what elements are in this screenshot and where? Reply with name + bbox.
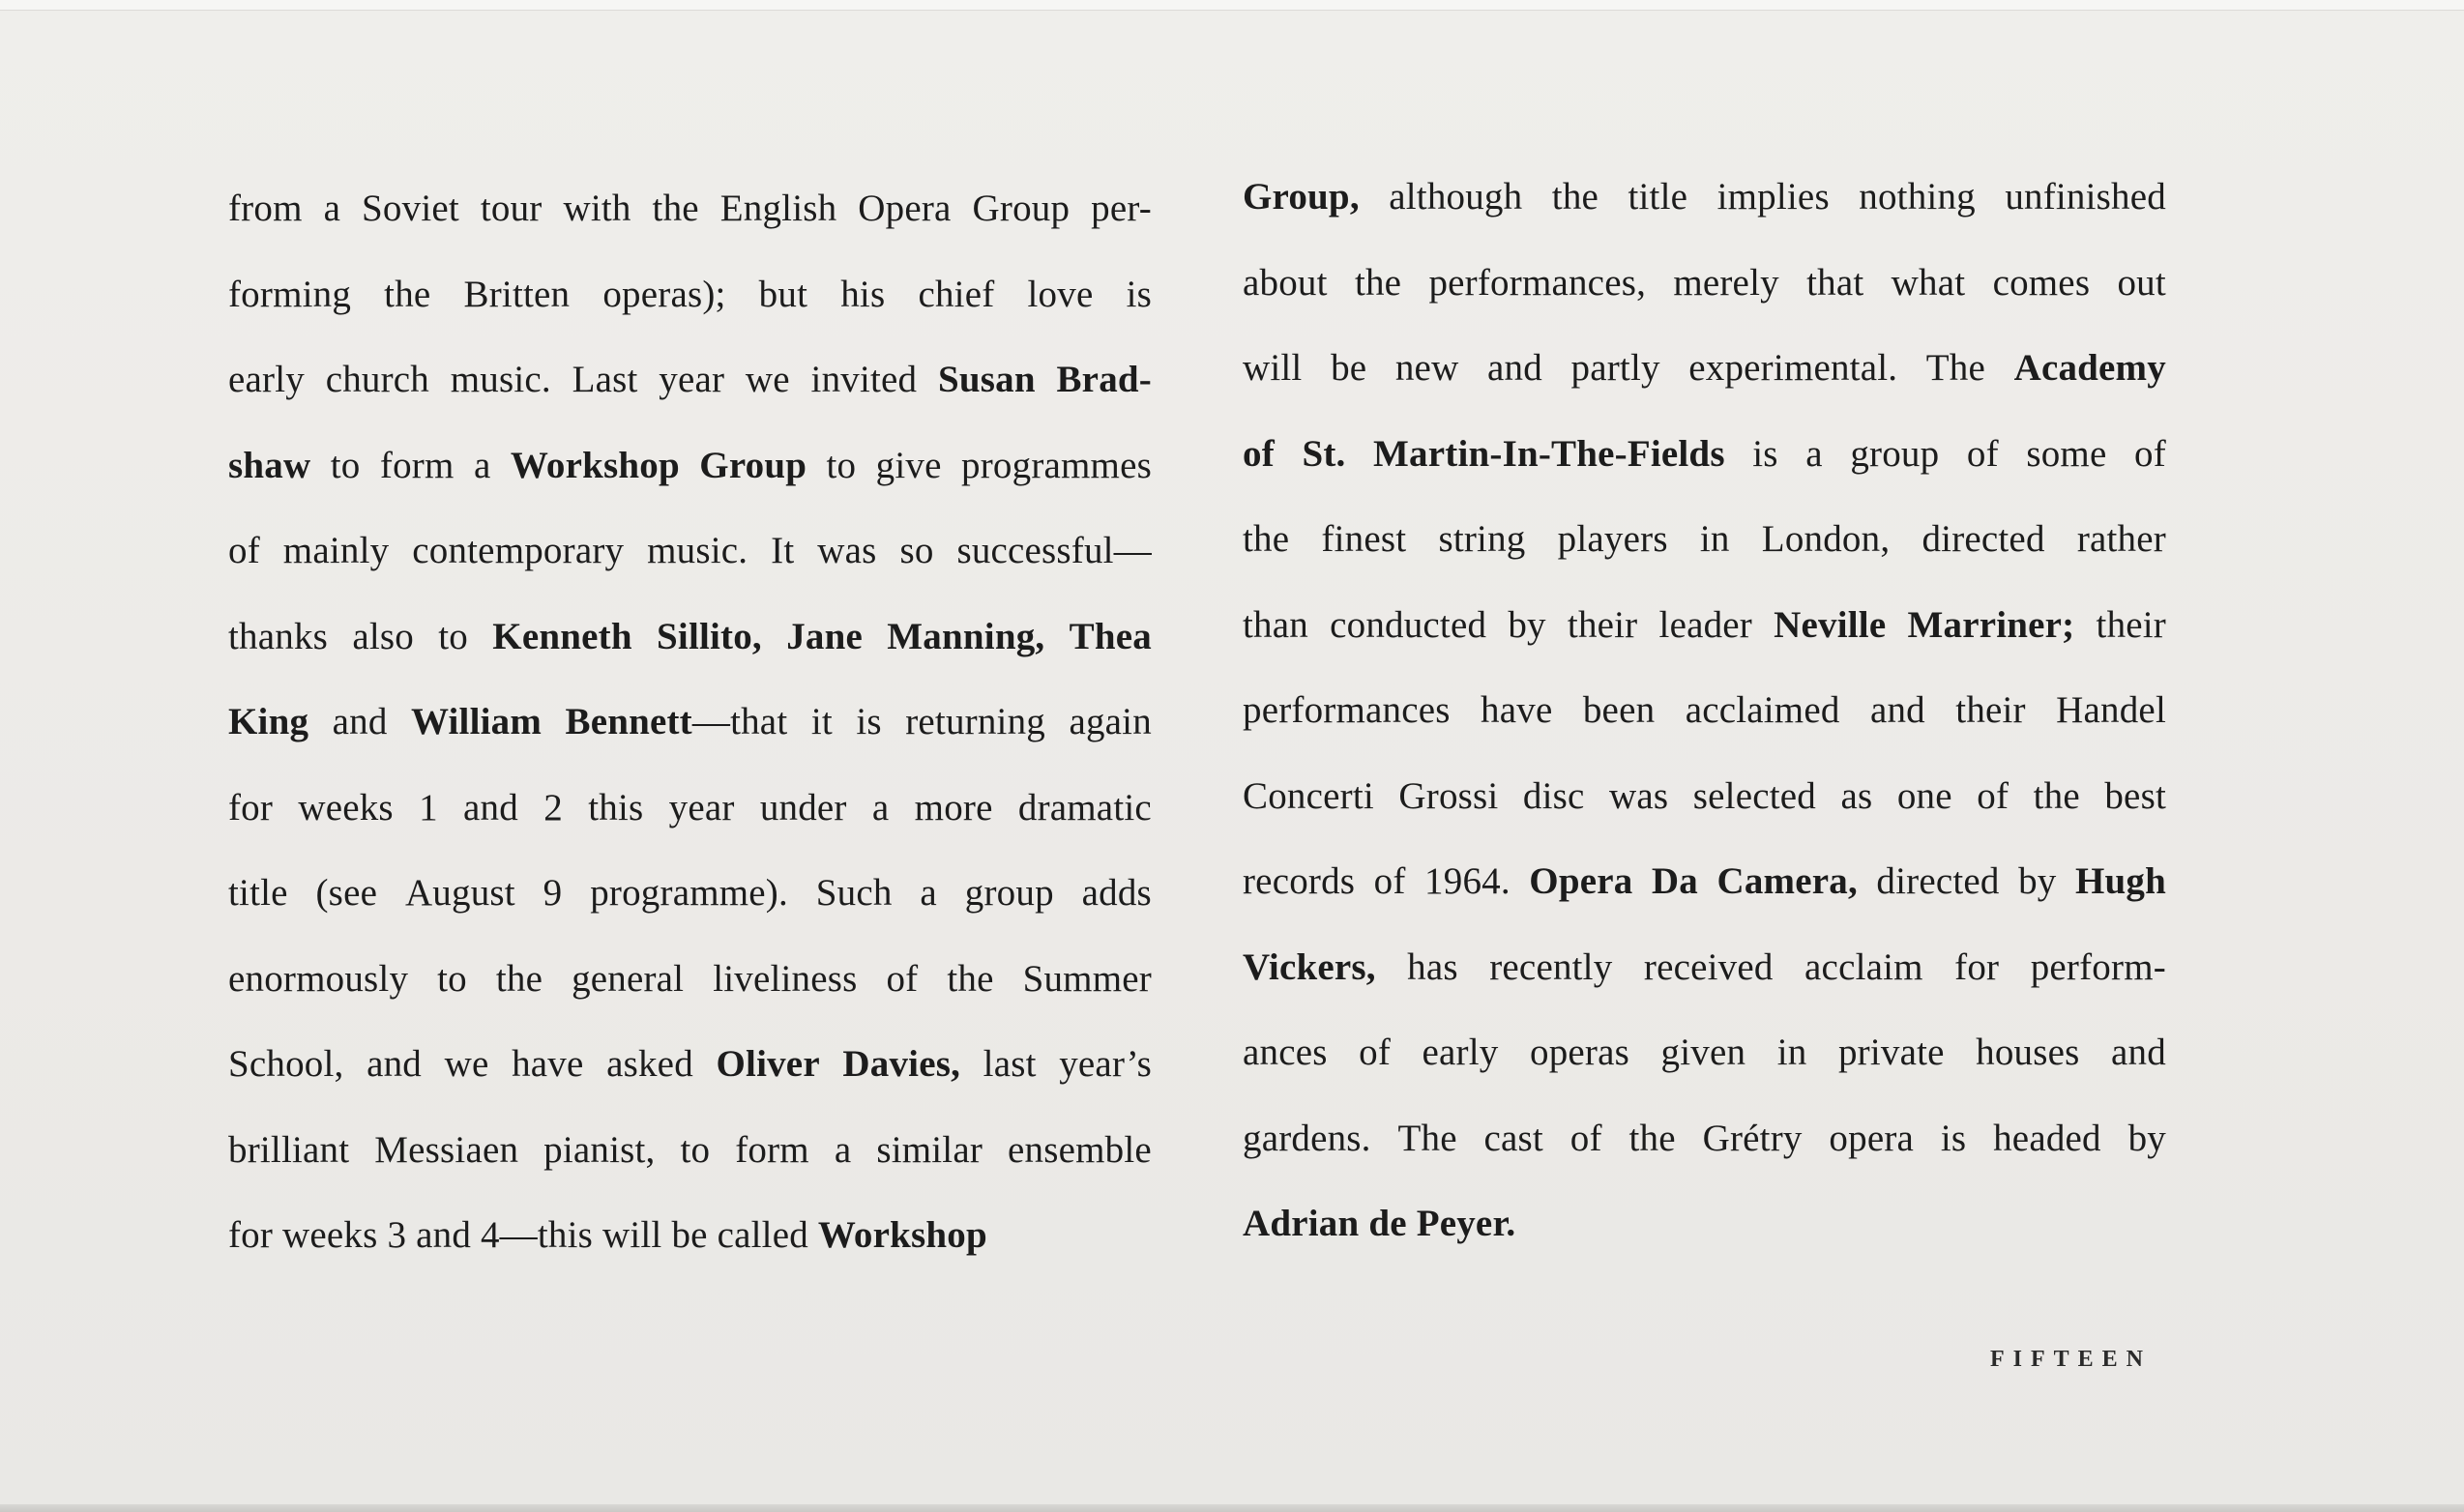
word: the [947, 957, 994, 1000]
word: under [759, 786, 847, 829]
word: a [473, 444, 491, 486]
text-line [1243, 326, 2166, 412]
word: their [2096, 603, 2166, 646]
word: chief [918, 273, 995, 315]
word: ensemble [1008, 1128, 1152, 1171]
word: Group [699, 444, 807, 486]
word: the [495, 957, 543, 1000]
word: pianist, [543, 1128, 656, 1171]
word: of [2134, 432, 2166, 475]
word: Adrian [1243, 1203, 1360, 1244]
word: operas); [602, 273, 726, 315]
word: and [463, 786, 518, 829]
word: give [875, 444, 942, 486]
word: Hugh [2074, 860, 2166, 902]
word: Grétry [1702, 1117, 1803, 1159]
word: rather [2076, 518, 2166, 560]
word: forming [228, 273, 352, 315]
text-line [1243, 925, 2166, 1011]
word: the [1551, 176, 1599, 218]
word: gardens. [1243, 1117, 1371, 1159]
word: successful— [956, 530, 1152, 571]
word: ances [1243, 1032, 1328, 1073]
word: received [1643, 945, 1774, 988]
text-line [1243, 412, 2166, 498]
word: to [826, 444, 857, 486]
word: year [659, 359, 725, 400]
word: adds [1081, 872, 1152, 914]
word: School, [228, 1043, 344, 1085]
word: Neville [1774, 603, 1887, 646]
word: Da [1651, 860, 1698, 902]
word: Group [972, 188, 1071, 229]
word: a [920, 872, 937, 914]
word: acclaimed [1685, 689, 1840, 731]
text-line [1243, 839, 2166, 925]
page-top-edge [0, 0, 2464, 11]
word: contemporary [412, 530, 625, 571]
word: directed [1876, 860, 2000, 902]
page-bottom-edge [0, 1504, 2464, 1512]
word: his [840, 273, 886, 315]
word: per- [1091, 188, 1152, 229]
word: perform- [2030, 945, 2166, 988]
word: Academy [2013, 347, 2166, 389]
word: conducted [1330, 603, 1487, 646]
word: experimental. [1688, 347, 1898, 389]
word: out [2117, 261, 2166, 304]
word: the [652, 188, 699, 229]
word: finest [1321, 518, 1407, 560]
word: is [856, 701, 882, 742]
word: Summer [1022, 957, 1152, 1000]
word: enormously [228, 957, 409, 1000]
word: be [1331, 347, 1367, 389]
word: The [1925, 347, 1985, 389]
word: Workshop [510, 444, 680, 486]
word: to [330, 444, 361, 486]
word: 3 [387, 1214, 407, 1256]
word: Camera, [1716, 860, 1858, 902]
word: again [1069, 701, 1152, 742]
word: from [228, 188, 303, 229]
word: new [1394, 347, 1459, 389]
text-line [228, 851, 1152, 937]
word: to [437, 957, 467, 1000]
word: records [1243, 860, 1356, 902]
text-line [1243, 497, 2166, 583]
word: Concerti [1243, 774, 1374, 817]
text-line [228, 337, 1152, 423]
page-number: FIFTEEN [1990, 1347, 2153, 1372]
word: returning [905, 701, 1045, 742]
word: some [2026, 432, 2107, 475]
text-line [1243, 155, 2166, 241]
word: Group, [1243, 176, 1360, 218]
word: although [1389, 176, 1523, 218]
word: headed [1993, 1117, 2101, 1159]
word: more [914, 786, 993, 829]
word: similar [876, 1128, 983, 1171]
word: to [680, 1128, 711, 1171]
word: Martin-In-The-Fields [1373, 432, 1725, 475]
word: of [228, 530, 260, 571]
word: cast [1483, 1117, 1543, 1159]
word: programme). [590, 872, 788, 914]
word: It [771, 530, 795, 571]
word: in [1699, 518, 1730, 560]
word: a [871, 786, 890, 829]
word: Davies, [842, 1043, 961, 1085]
word: London, [1761, 518, 1891, 560]
text-line [1243, 583, 2166, 669]
word: was [1609, 774, 1669, 817]
word: for [228, 786, 274, 829]
text-line [228, 423, 1152, 509]
word: year’s [1059, 1043, 1152, 1085]
word: William [411, 701, 543, 742]
word: partly [1570, 347, 1660, 389]
word: church [325, 359, 429, 400]
word: Handel [2056, 689, 2166, 731]
text-line [228, 595, 1152, 681]
word: St. [1302, 432, 1346, 475]
word: 1964. [1424, 860, 1511, 902]
word: best [2104, 774, 2166, 817]
word: dramatic [1017, 786, 1152, 829]
text-line [228, 680, 1152, 766]
word: has [1407, 945, 1458, 988]
word: title [1628, 176, 1688, 218]
word: King [228, 701, 309, 742]
word: implies [1716, 176, 1830, 218]
word: Messiaen [374, 1128, 519, 1171]
word: performances [1243, 689, 1451, 731]
word: selected [1692, 774, 1816, 817]
text-line [1243, 1010, 2166, 1096]
word: nothing [1859, 176, 1976, 218]
text-line [1243, 754, 2166, 840]
word: of [1243, 432, 1275, 475]
word: and [1487, 347, 1542, 389]
word: string [1438, 518, 1526, 560]
word: love [1027, 273, 1094, 315]
word: of [1977, 774, 2009, 817]
word: music. [450, 359, 551, 400]
word: by [2127, 1117, 2166, 1159]
word: of [1359, 1032, 1392, 1073]
word: title [228, 872, 288, 914]
text-line [1243, 1096, 2166, 1182]
word: in [1776, 1032, 1807, 1073]
word: a [834, 1128, 852, 1171]
word: also [352, 615, 414, 657]
word: is [1940, 1117, 1967, 1159]
word: of [1966, 432, 1999, 475]
word: so [899, 530, 934, 571]
word: tour [480, 188, 543, 229]
word: operas [1530, 1032, 1629, 1073]
word: mainly [282, 530, 390, 571]
word: private [1837, 1032, 1945, 1073]
word: it [810, 701, 833, 742]
word: Peyer. [1416, 1203, 1516, 1244]
word: de [1368, 1203, 1407, 1244]
word: Jane [786, 615, 863, 657]
word: by [2018, 860, 2057, 902]
word: Workshop [817, 1214, 987, 1256]
word: what [1891, 261, 1966, 304]
word: and [2111, 1032, 2166, 1073]
word: of [886, 957, 919, 1000]
word: have [512, 1043, 584, 1085]
word: shaw [228, 444, 311, 486]
word: than [1243, 603, 1308, 646]
word: 2 [543, 786, 563, 829]
word: will [602, 1214, 662, 1256]
word: asked [606, 1043, 693, 1085]
right-text-column [1243, 155, 2166, 1267]
word: as [1840, 774, 1873, 817]
word: thanks [228, 615, 329, 657]
word: unfinished [2005, 176, 2166, 218]
left-text-column [228, 166, 1152, 1279]
word: Sillito, [657, 615, 762, 657]
word: to [438, 615, 468, 657]
word: but [758, 273, 808, 315]
word: Oliver [716, 1043, 820, 1085]
text-line [1243, 668, 2166, 754]
word: Opera [1529, 860, 1633, 902]
text-line [1243, 1181, 2166, 1267]
word: Last [572, 359, 638, 400]
word: weeks [298, 786, 394, 829]
word: have [1481, 689, 1553, 731]
word: music. [647, 530, 748, 571]
word: 9 [543, 872, 563, 914]
word: the [1628, 1117, 1676, 1159]
word: early [228, 359, 305, 400]
text-line [228, 1193, 1152, 1279]
word: disc [1522, 774, 1585, 817]
word: directed [1921, 518, 2045, 560]
text-line [228, 1108, 1152, 1194]
word: weeks [282, 1214, 378, 1256]
word: and [416, 1214, 472, 1256]
word: English [719, 188, 837, 229]
word: Manning, [887, 615, 1045, 657]
word: we [745, 359, 790, 400]
word: general [572, 957, 685, 1000]
word: of [1569, 1117, 1602, 1159]
word: Such [815, 872, 893, 914]
word: invited [810, 359, 918, 400]
word: Soviet [362, 188, 459, 229]
word: been [1582, 689, 1656, 731]
word: group [964, 872, 1054, 914]
word: early [1422, 1032, 1499, 1073]
word: form [735, 1128, 809, 1171]
word: be [671, 1214, 708, 1256]
word: Grossi [1398, 774, 1499, 817]
word: for [1954, 945, 2000, 988]
word: is [1752, 432, 1778, 475]
word: programmes [961, 444, 1152, 486]
word: August [404, 872, 515, 914]
word: their [1567, 603, 1638, 646]
word: players [1557, 518, 1668, 560]
word: we [444, 1043, 489, 1085]
text-line [228, 509, 1152, 595]
word: the [2033, 774, 2080, 817]
text-line [228, 252, 1152, 338]
word: is [1126, 273, 1152, 315]
word: with [563, 188, 631, 229]
word: Kenneth [492, 615, 632, 657]
text-line [1243, 241, 2166, 327]
word: acclaim [1804, 945, 1923, 988]
word: opera [1829, 1117, 1915, 1159]
word: called [717, 1214, 808, 1256]
word: one [1896, 774, 1952, 817]
word: the [1354, 261, 1402, 304]
word: The [1397, 1117, 1457, 1159]
word: (see [315, 872, 378, 914]
word: 4—this [480, 1214, 594, 1256]
word: was [817, 530, 877, 571]
text-line [228, 166, 1152, 252]
word: houses [1976, 1032, 2080, 1073]
word: Susan [937, 359, 1036, 400]
word: will [1243, 347, 1303, 389]
word: and [367, 1043, 423, 1085]
word: given [1660, 1032, 1746, 1073]
word: recently [1489, 945, 1613, 988]
word: group [1850, 432, 1940, 475]
word: last [983, 1043, 1037, 1085]
word: 1 [419, 786, 438, 829]
word: about [1243, 261, 1328, 304]
word: and [1869, 689, 1925, 731]
word: Bennett—that [565, 701, 788, 742]
word: by [1508, 603, 1546, 646]
word: Thea [1069, 615, 1152, 657]
word: Marriner; [1907, 603, 2075, 646]
word: form [379, 444, 455, 486]
word: year [668, 786, 735, 829]
word: and [332, 701, 388, 742]
word: a [1805, 432, 1823, 475]
word: comes [1992, 261, 2091, 304]
word: their [1955, 689, 2026, 731]
word: of [1373, 860, 1406, 902]
word: for [228, 1214, 274, 1256]
word: that [1806, 261, 1864, 304]
word: Britten [463, 273, 571, 315]
text-line [228, 937, 1152, 1023]
word: this [588, 786, 644, 829]
text-line [228, 766, 1152, 852]
word: brilliant [228, 1128, 350, 1171]
word: leader [1658, 603, 1752, 646]
word: liveliness [713, 957, 858, 1000]
word: Brad- [1056, 359, 1152, 400]
word: the [384, 273, 431, 315]
word: the [1243, 518, 1290, 560]
text-line [228, 1022, 1152, 1108]
word: merely [1673, 261, 1779, 304]
word: Vickers, [1243, 945, 1376, 988]
word: Opera [858, 188, 952, 229]
word: a [323, 188, 341, 229]
word: performances, [1428, 261, 1647, 304]
